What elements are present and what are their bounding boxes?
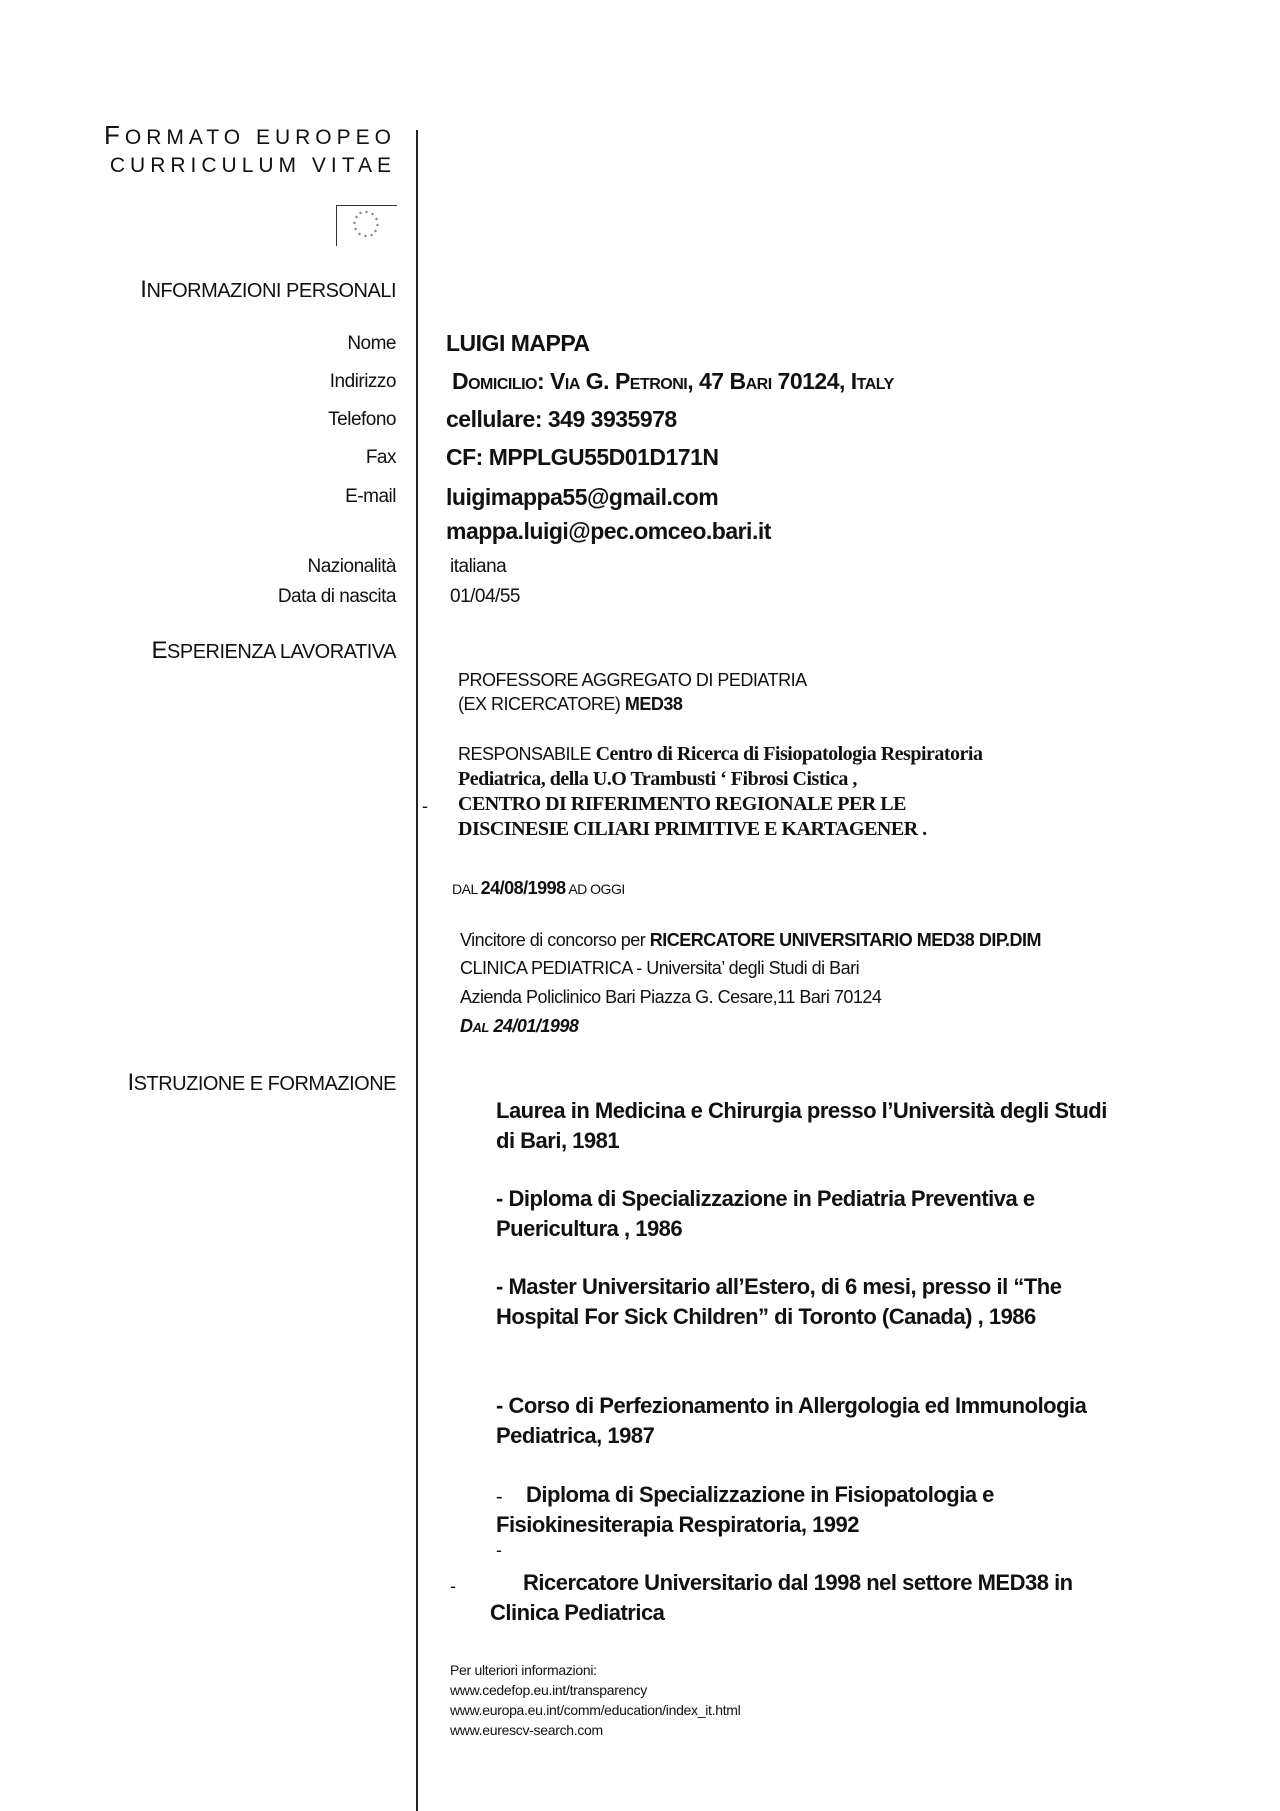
label-nationality: Nazionalità — [307, 556, 396, 577]
footer-link-cedefop: www.cedefop.eu.int/transparency — [450, 1682, 647, 1698]
experience-clinic: CLINICA PEDIATRICA - Universita’ degli Studi di Bari — [460, 958, 860, 978]
value-phone: cellulare: 349 3935978 — [446, 406, 677, 432]
value-birth-date: 01/04/55 — [450, 586, 520, 607]
label-name: Nome — [347, 333, 396, 354]
dash-marker: - — [450, 1576, 456, 1596]
label-fax: Fax — [365, 447, 396, 468]
value-address: Domicilio: Via G. Petroni, 47 Bari 70124, Italy — [452, 368, 894, 394]
value-name: LUIGI MAPPA — [446, 330, 590, 356]
label-email: E-mail — [345, 486, 396, 507]
label-address: Indirizzo — [329, 371, 396, 392]
svg-text:*: * — [353, 221, 356, 228]
svg-text:*: * — [355, 215, 358, 222]
experience-winner: Vincitore di concorso per RICERCATORE UNIVERSITARIO MED38 DIP.DIM — [460, 930, 1042, 950]
section-title-education: ISTRUZIONE E FORMAZIONE — [127, 1069, 396, 1096]
footer-info: Per ulteriori informazioni: www.cedefop.eu.int/transparency www.europa.eu.int/comm/education/index_it.html www.eurescv-search.com — [450, 1662, 741, 1738]
education-item-respiratory: Diploma di Specializzazione in Fisiopatologia e Fisiokinesiterapia Respiratoria, 1992 — [496, 1482, 994, 1537]
experience-role-line2: (EX RICERCATORE) MED38 — [458, 694, 683, 714]
eu-flag-logo — [336, 205, 397, 246]
dash-marker: - — [496, 1540, 502, 1560]
dash-marker: - — [496, 1486, 503, 1508]
svg-text:*: * — [354, 227, 357, 234]
education-item-specialization-pediatrics: - Diploma di Specializzazione in Pediatria Preventiva e Puericultura , 1986 — [496, 1186, 1035, 1241]
education-item-master-toronto: - Master Universitario all’Estero, di 6 mesi, presso il “The Hospital For Sick Children” di Toronto (Canada) , 1986 — [496, 1274, 1062, 1329]
experience-since: DAL 24/08/1998 AD OGGI — [452, 878, 625, 898]
svg-text:*: * — [370, 233, 373, 240]
eu-stars-icon — [351, 210, 383, 242]
experience-since-2: Dal 24/01/1998 — [460, 1016, 579, 1036]
svg-text:*: * — [365, 210, 368, 217]
svg-text:*: * — [374, 229, 377, 236]
label-birth-date: Data di nascita — [277, 586, 396, 607]
education-item-researcher-line2: Clinica Pediatrica — [490, 1600, 665, 1625]
experience-hospital: Azienda Policlinico Bari Piazza G. Cesare,11 Bari 70124 — [460, 987, 882, 1007]
footer-link-europa: www.europa.eu.int/comm/education/index_it.html — [450, 1702, 741, 1718]
value-fax: CF: MPPLGU55D01D171N — [446, 444, 719, 470]
svg-text:*: * — [375, 217, 378, 224]
svg-text:*: * — [376, 223, 379, 230]
label-phone: Telefono — [328, 409, 396, 430]
section-title-personal: INFORMAZIONI PERSONALI — [140, 276, 396, 303]
header-title-line2: CURRICULUM VITAE — [109, 154, 396, 177]
value-email-pec: mappa.luigi@pec.omceo.bari.it — [446, 518, 771, 544]
value-email-primary: luigimappa55@gmail.com — [446, 484, 719, 510]
dash-marker: - — [422, 796, 428, 816]
education-item-allergology: - Corso di Perfezionamento in Allergologia ed Immunologia Pediatrica, 1987 — [496, 1393, 1087, 1448]
footer-link-eurescv: www.eurescv-search.com — [450, 1722, 603, 1738]
education-item-researcher-line1: Ricercatore Universitario dal 1998 nel settore MED38 in — [523, 1570, 1073, 1595]
header-title-line1: FORMATO EUROPEO — [104, 120, 396, 150]
education-item-degree: Laurea in Medicina e Chirurgia presso l’Università degli Studi di Bari, 1981 — [496, 1098, 1107, 1153]
value-nationality: italiana — [450, 556, 507, 577]
experience-role-line1: PROFESSORE AGGREGATO DI PEDIATRIA — [458, 670, 807, 690]
vertical-divider — [416, 130, 418, 1811]
svg-text:*: * — [358, 232, 361, 239]
section-title-experience: ESPERIENZA LAVORATIVA — [151, 637, 396, 664]
svg-text:*: * — [364, 234, 367, 241]
experience-responsibility: RESPONSABILE Centro di Ricerca di Fisiopatologia Respiratoria Pediatrica, della U.O Trambusti ‘ Fibrosi Cistica , CENTRO DI RIFERIMENTO REGIONALE PER LE DISCINESIE CILIARI PRIMITIVE E KARTAGENER . — [458, 743, 983, 840]
svg-text:*: * — [371, 212, 374, 219]
svg-text:*: * — [359, 211, 362, 218]
